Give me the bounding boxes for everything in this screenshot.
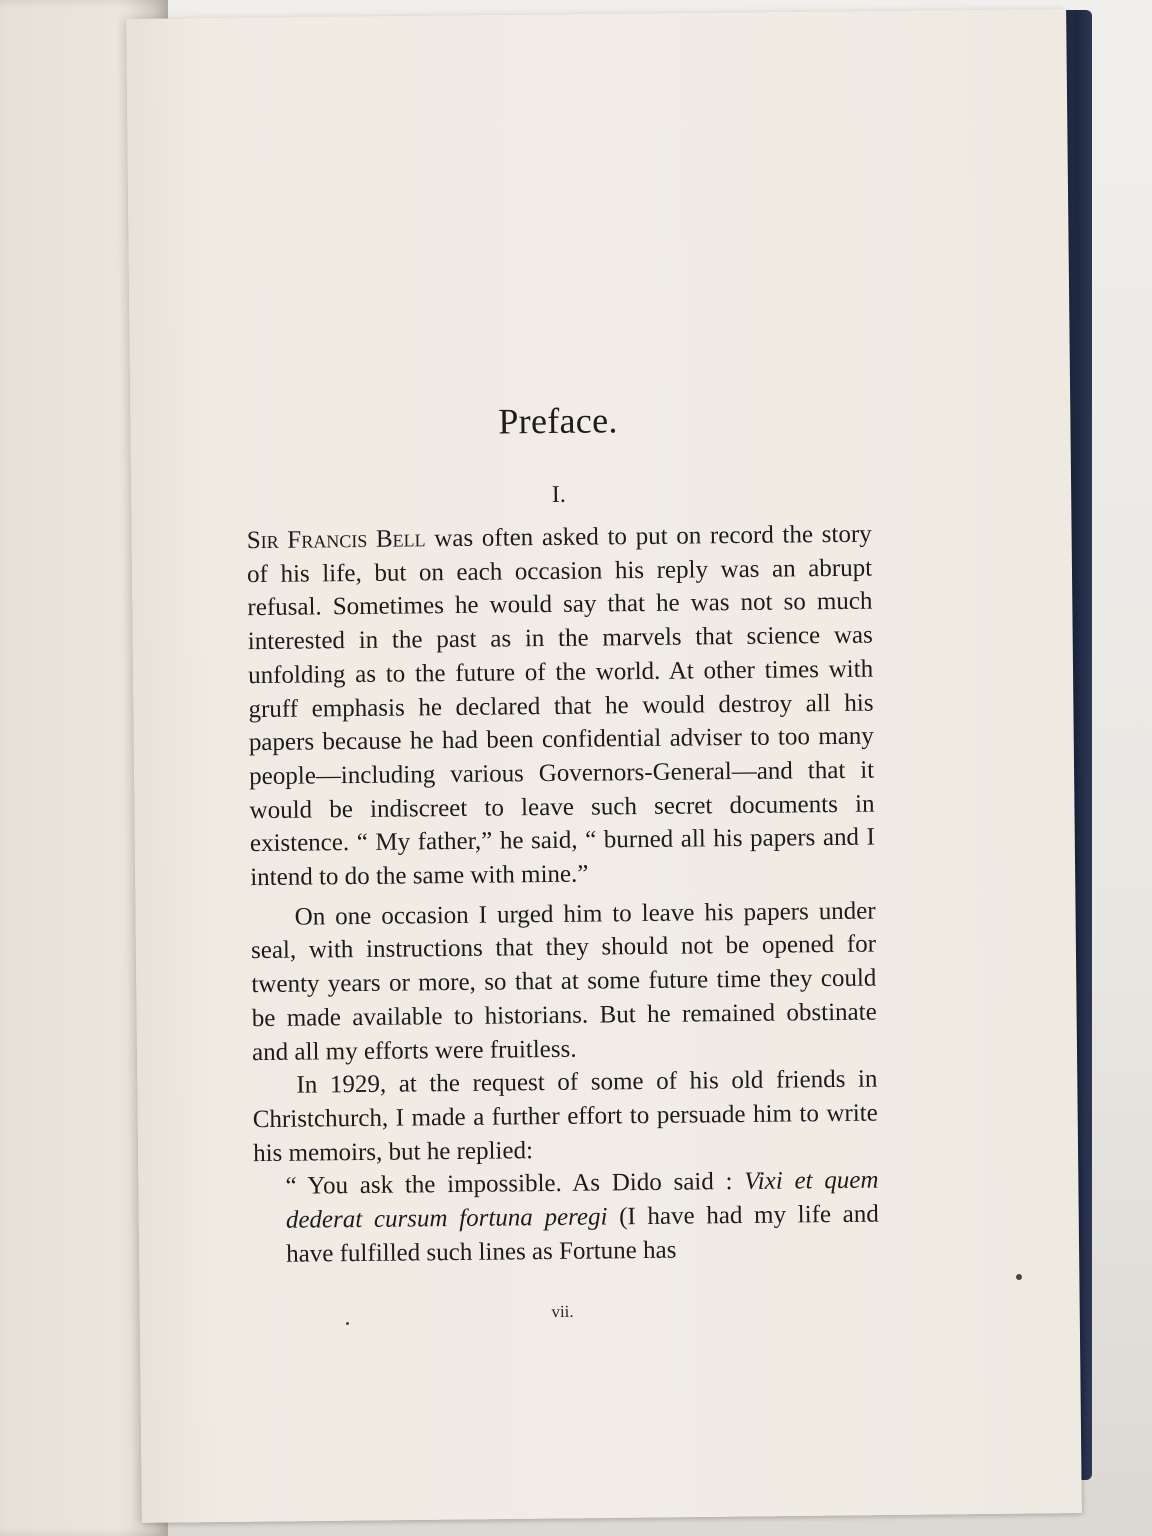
quote-text <box>285 1164 879 1271</box>
page-number: vii. <box>551 1301 574 1322</box>
page-title: Preface. <box>498 400 618 442</box>
opening-small-caps: Sir Francis Bell <box>246 525 426 555</box>
quote-latin: Vixi et quem dederat cursum fortuna peregi <box>285 1166 879 1234</box>
quote-opening: “ You ask the impossible. As Dido said : <box>285 1168 745 1201</box>
section-number: I. <box>551 481 566 508</box>
paragraph-1 <box>247 518 876 895</box>
quote-translation: (I have had my life and have fulfilled such lines as Fortune has <box>286 1200 879 1268</box>
paper-speck <box>1016 1274 1022 1280</box>
paragraph-2: On one occasion I urged him to leave his papers under seal, with instructions that they should not be opened for twenty years or more, so that at some future time they could be made available to historians. But he remained obstinate and all my efforts were fruitless. <box>250 897 877 1066</box>
page-text-block <box>245 397 879 1272</box>
block-quote <box>285 1164 879 1271</box>
paragraph-3: In 1929, at the request of some of his old friends in Christchurch, I made a further effort to persuade him to write his memoirs, but he replied: <box>252 1065 878 1167</box>
paragraph-1-text: was often asked to put on record the story of his life, but on each occasion his reply was an abrupt refusal. Sometimes he would say that he was not so much interested in the past as in the marvels that science was unfolding as to the future of the world. At other times with gruff emphasis he declared that he would destroy all his papers because he had been confidential adviser to too many people—including various Governors-General—and that it would be indiscreet to leave such secret documents in existence. “ My father,” he said, “ burned all his papers and I intend to do the same with mine.” <box>246 520 876 892</box>
